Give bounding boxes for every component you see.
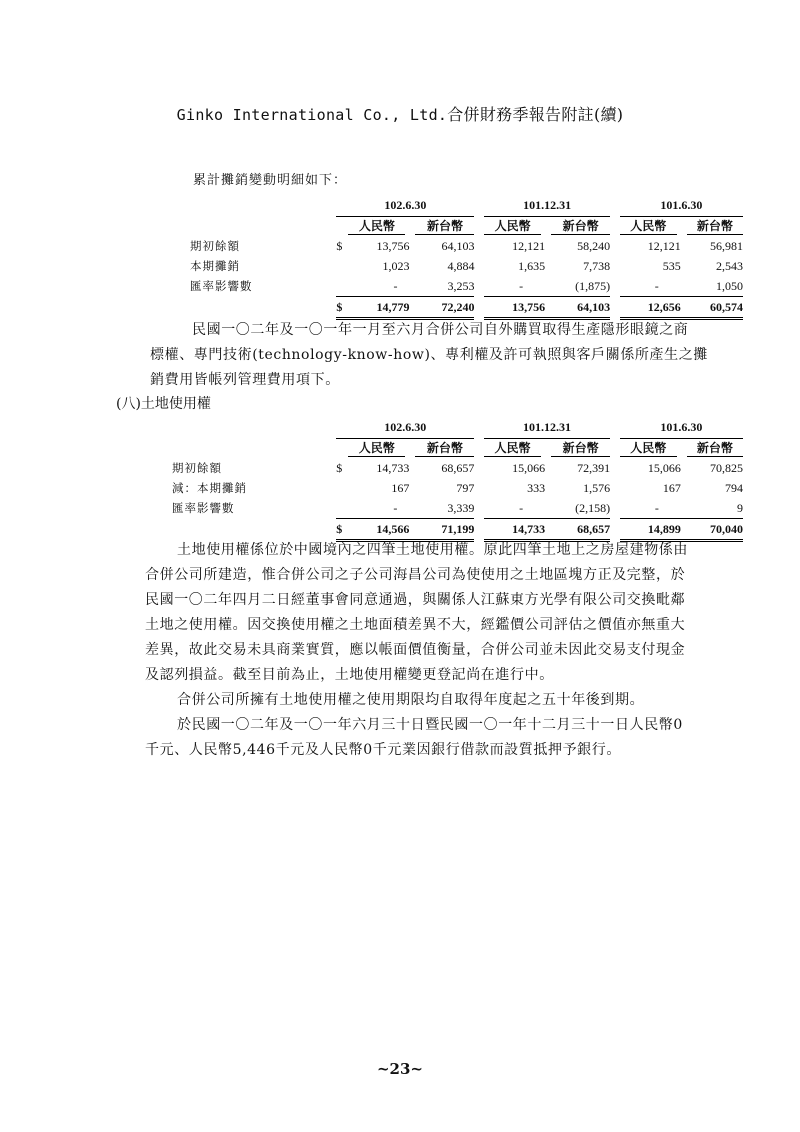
currency-header-row xyxy=(172,438,743,458)
total-value: 14,899 xyxy=(620,519,681,541)
amortization-table xyxy=(190,196,743,320)
paragraph-line: 合併公司所建造，惟合併公司之子公司海昌公司為使使用之土地區塊方正及完整，於 xyxy=(145,567,686,583)
currency-header: 新台幣 xyxy=(409,216,474,236)
total-value: 12,656 xyxy=(620,297,681,319)
cell-value: 72,391 xyxy=(577,460,611,475)
cell-value: 9 xyxy=(681,498,743,519)
cell-value: - xyxy=(348,276,409,297)
cell-value: 1,050 xyxy=(681,276,743,297)
row-label: 本期攤銷 xyxy=(190,259,240,273)
period-header: 101.12.31 xyxy=(484,196,610,216)
land-use-table xyxy=(172,418,743,542)
period-header-row xyxy=(190,196,743,216)
cell-value: - xyxy=(348,498,409,519)
row-label: 匯率影響數 xyxy=(172,501,235,516)
total-value: 68,657 xyxy=(545,519,610,541)
period-header: 101.6.30 xyxy=(620,418,743,438)
cell-value: 1,023 xyxy=(382,258,410,273)
cell-value: 12,121 xyxy=(647,238,681,253)
cell-value: 3,253 xyxy=(409,276,474,297)
cell-value: 68,657 xyxy=(441,460,475,475)
paragraph-line: 差異，故此交易未具商業實質，應以帳面價值衡量，合併公司並未因此交易支付現金 xyxy=(145,642,686,658)
page-header xyxy=(0,102,800,125)
currency-header: 人民幣 xyxy=(620,438,681,458)
total-value: 64,103 xyxy=(545,297,610,319)
paragraph-line: 民國一〇二年四月二日經董事會同意通過，與關係人江蘇東方光學有限公司交換毗鄰 xyxy=(145,592,686,608)
cell-value: - xyxy=(484,276,545,297)
header-title: 合併財務季報告附註(續) xyxy=(447,105,624,124)
page-number: ~23~ xyxy=(376,1060,423,1078)
paragraph-line: 於民國一〇二年及一〇一年六月三十日暨民國一〇一年十二月三十一日人民幣0 xyxy=(177,717,683,733)
table-row xyxy=(172,498,743,519)
row-label: 期初餘額 xyxy=(190,239,240,253)
cell-value: 14,733 xyxy=(376,460,410,475)
cell-value: - xyxy=(620,498,681,519)
cell-value: 4,884 xyxy=(447,258,475,273)
currency-header: 人民幣 xyxy=(620,216,681,236)
cell-value: 15,066 xyxy=(647,460,681,475)
dollar-sign: $ xyxy=(336,460,343,475)
table-row xyxy=(190,236,743,256)
section-title: (八)土地使用權 xyxy=(116,396,211,412)
cell-value: - xyxy=(620,276,681,297)
total-value: 60,574 xyxy=(681,297,743,319)
cell-value: 535 xyxy=(662,258,681,273)
currency-header-row xyxy=(190,216,743,236)
cell-value: 794 xyxy=(725,480,743,495)
paragraph-line: 土地使用權係位於中國境內之四筆土地使用權。原此四筆土地上之房屋建物係由 xyxy=(177,542,688,558)
currency-header: 人民幣 xyxy=(484,216,545,236)
cell-value: 2,543 xyxy=(716,258,743,273)
total-value: 13,756 xyxy=(484,297,545,319)
dollar-sign: $ xyxy=(336,297,348,319)
cell-value: 56,981 xyxy=(710,238,743,253)
dollar-sign: $ xyxy=(336,238,343,253)
paragraph-line: 及認列損益。截至目前為止，土地使用權變更登記尚在進行中。 xyxy=(145,667,554,683)
period-header-row xyxy=(172,418,743,438)
amortization-note xyxy=(150,318,770,393)
table-row xyxy=(172,458,743,478)
row-label: 減：本期攤銷 xyxy=(172,481,247,495)
note-line: 標權、專門技術(technology-know-how)、專利權及許可執照與客戶關係所產生之攤 xyxy=(150,347,708,363)
period-header: 102.6.30 xyxy=(336,196,474,216)
row-label: 匯率影響數 xyxy=(190,279,253,294)
currency-header: 新台幣 xyxy=(545,438,610,458)
dollar-sign: $ xyxy=(336,519,348,541)
amortization-intro: 累計攤銷變動明細如下： xyxy=(193,173,348,188)
cell-value: 3,339 xyxy=(409,498,474,519)
note-line: 銷費用皆帳列管理費用項下。 xyxy=(150,372,340,388)
table-row xyxy=(190,256,743,276)
total-value: 14,733 xyxy=(484,519,545,541)
total-row xyxy=(190,297,743,319)
period-header: 101.6.30 xyxy=(620,196,743,216)
cell-value: 797 xyxy=(456,480,475,495)
cell-value: 58,240 xyxy=(577,238,611,253)
table-row xyxy=(172,478,743,498)
cell-value: 64,103 xyxy=(441,238,475,253)
period-header: 102.6.30 xyxy=(336,418,474,438)
cell-value: 1,635 xyxy=(518,258,546,273)
cell-value: 7,738 xyxy=(583,258,611,273)
total-value: 72,240 xyxy=(409,297,474,319)
currency-header: 人民幣 xyxy=(336,216,409,236)
company-name: Ginko International Co., Ltd. xyxy=(176,106,448,124)
total-value: 14,779 xyxy=(348,297,409,319)
table-row xyxy=(190,276,743,297)
total-value: 14,566 xyxy=(348,519,409,541)
cell-value: - xyxy=(484,498,545,519)
currency-header: 新台幣 xyxy=(681,216,743,236)
land-use-paragraph xyxy=(145,538,770,763)
period-header: 101.12.31 xyxy=(484,418,610,438)
paragraph-line: 千元、人民幣5,446千元及人民幣0千元業因銀行借款而設質抵押予銀行。 xyxy=(145,742,621,758)
note-line: 民國一〇二年及一〇一年一月至六月合併公司自外購買取得生產隱形眼鏡之商 xyxy=(192,322,689,338)
cell-value: (2,158) xyxy=(545,498,610,519)
cell-value: 1,576 xyxy=(583,480,611,495)
paragraph-line: 合併公司所擁有土地使用權之使用期限均自取得年度起之五十年後到期。 xyxy=(177,692,645,708)
cell-value: 333 xyxy=(527,480,546,495)
paragraph-line: 土地之使用權。因交換使用權之土地面積差異不大，經鑑價公司評估之價值亦無重大 xyxy=(145,617,686,633)
cell-value: 167 xyxy=(662,480,681,495)
currency-header: 新台幣 xyxy=(409,438,474,458)
cell-value: 13,756 xyxy=(376,238,410,253)
cell-value: 167 xyxy=(391,480,410,495)
row-label: 期初餘額 xyxy=(172,461,222,475)
currency-header: 新台幣 xyxy=(681,438,743,458)
currency-header: 人民幣 xyxy=(484,438,545,458)
currency-header: 新台幣 xyxy=(545,216,610,236)
total-value: 70,040 xyxy=(681,519,743,541)
cell-value: 70,825 xyxy=(710,460,743,475)
total-value: 71,199 xyxy=(409,519,474,541)
cell-value: (1,875) xyxy=(545,276,610,297)
currency-header: 人民幣 xyxy=(336,438,409,458)
cell-value: 15,066 xyxy=(512,460,546,475)
cell-value: 12,121 xyxy=(512,238,546,253)
